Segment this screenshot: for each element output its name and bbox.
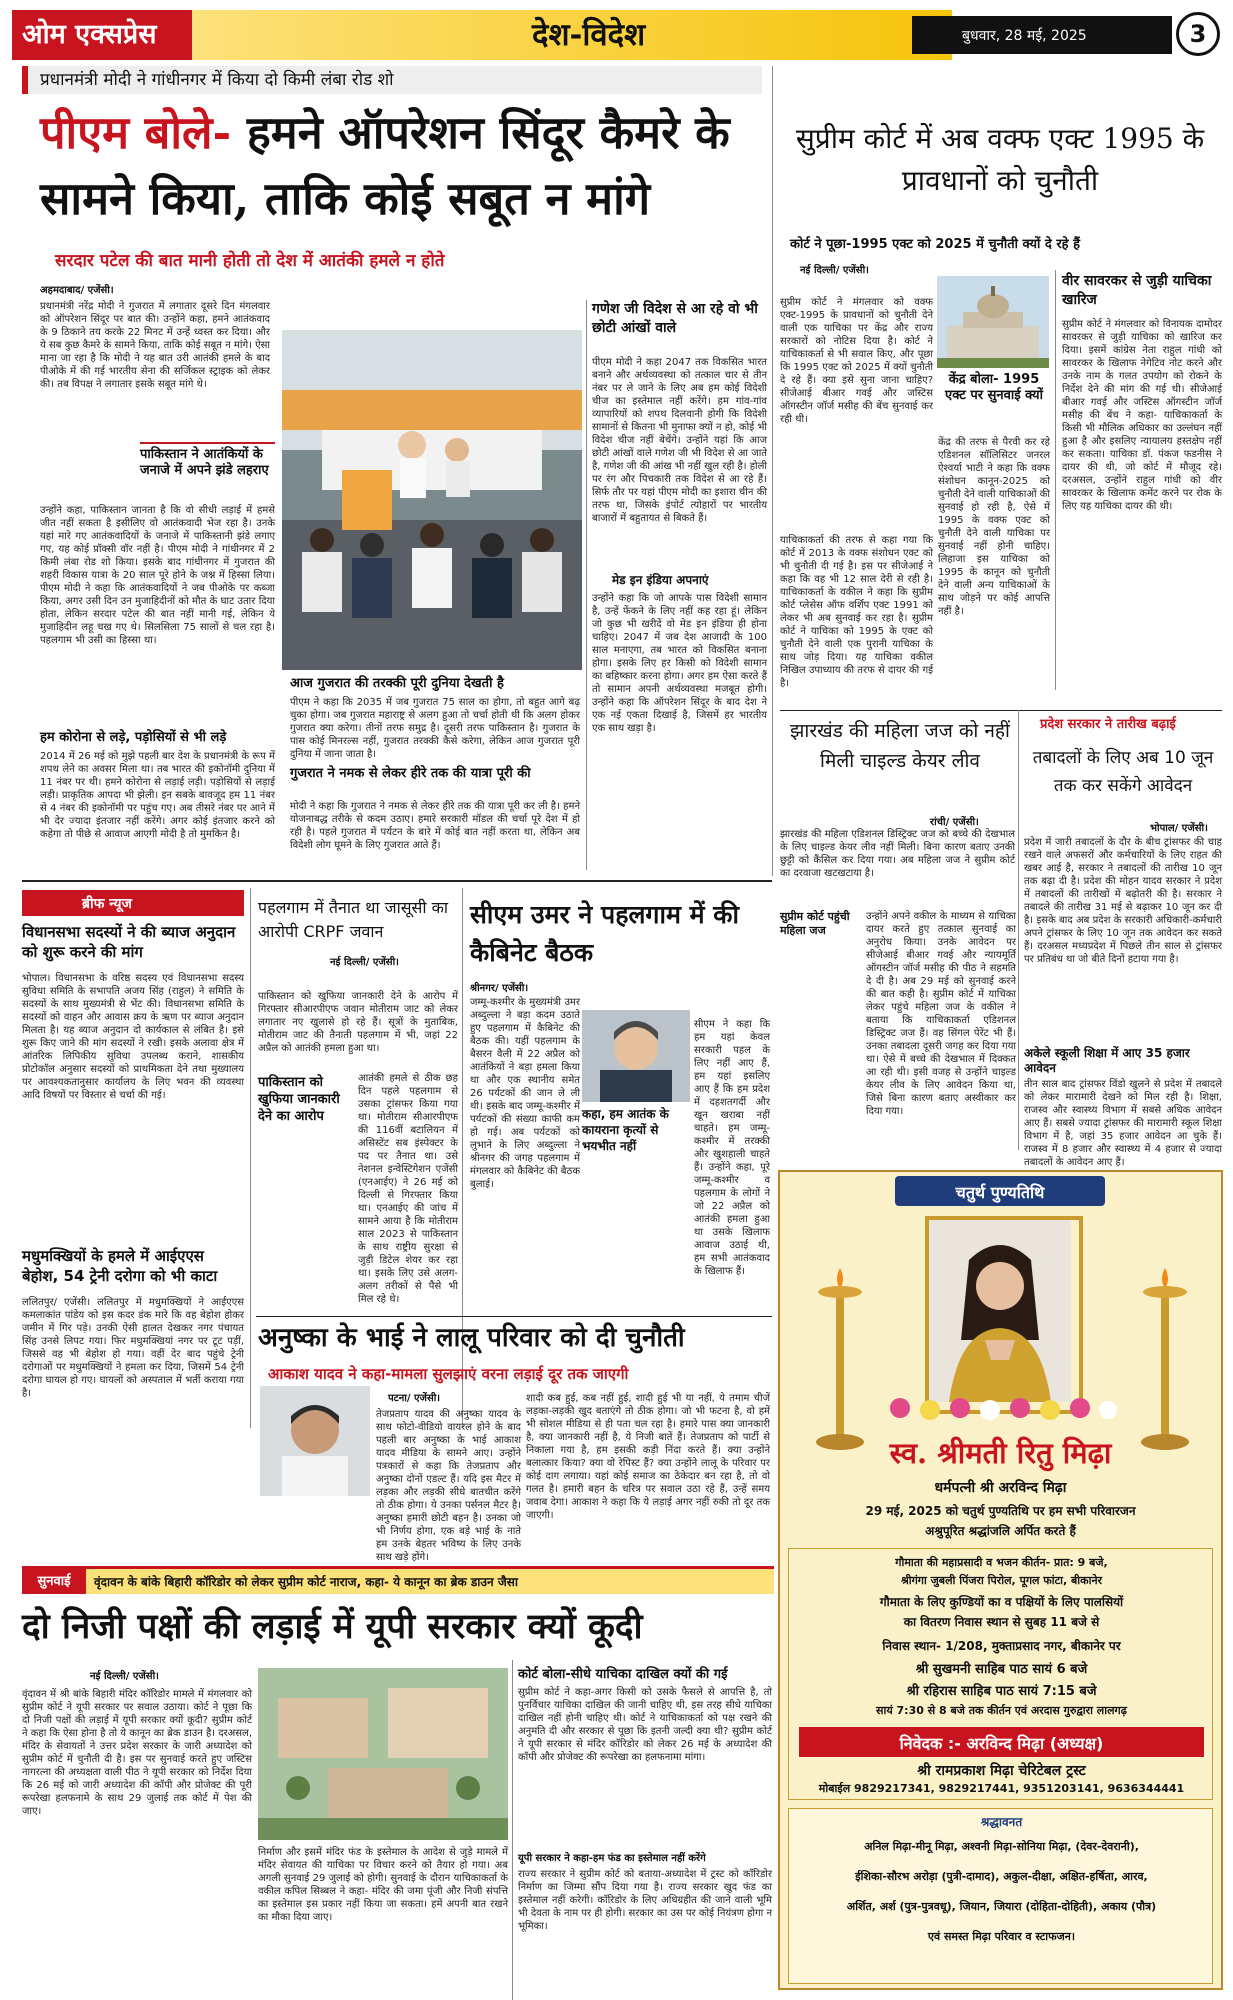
omar-photo bbox=[582, 1010, 690, 1102]
tribute-ad bbox=[778, 1170, 1223, 1990]
rule bbox=[256, 1316, 772, 1317]
corridor-render-photo bbox=[258, 1668, 508, 1840]
transfer-kicker: प्रदेश सरकार ने तारीख बढ़ाई bbox=[1040, 717, 1176, 732]
tribute-events-box bbox=[788, 1548, 1213, 1800]
vrindavan-body-1: वृंदावन में श्री बांके बिहारी मंदिर कॉरिडोर मामले में मंगलवार को सुप्रीम कोर्ट ने यूपी सरकार पर सवाल उठाया। कोर्ट ने पूछा कि दो निजी पक्षों की लड़ाई में यूपी सरकार क्यों कूदी? सुप्रीम कोर्ट ने कहा कि ऐसा होना है तो ये कानून का ब्रेक डाउन है। दरअसल, मंदिर के सेवायतों ने उत्तर प्रदेश सरकार के जारी अध्यादेश को सुप्रीम कोर्ट में चुनौती दी है। इस पर सुनवाई करते हुए जस्टिस नागरत्ना की अध्यक्षता वाली पीठ ने यूपी सरकार को निर्देश दिया कि 26 मई को जारी अध्यादेश की कॉपी और प्रोजेक्ट की पूरी रूपरेखा हलफनामे के साथ 29 जुलाई तक कोर्ट में पेश की जाए। bbox=[22, 1689, 252, 1817]
tribute-event-2: गौमाता के लिए कुण्डियों का व पक्षियों के लिए पालसियों bbox=[879, 1595, 1124, 1609]
roadshow-photo-art bbox=[282, 330, 582, 670]
transfer-subhead: अकेले स्कूली शिक्षा में आए 35 हजार आवेदन bbox=[1024, 1046, 1190, 1075]
supreme-court-photo bbox=[937, 276, 1049, 368]
divider bbox=[250, 888, 251, 1428]
lead-dateline: अहमदाबाद/ एजेंसी। bbox=[40, 285, 114, 296]
vrindavan-side-head: कोर्ट बोला-सीधे याचिका दाखिल क्यों की गई bbox=[518, 1667, 728, 1682]
tribute-line-2: अश्रुपूरित श्रद्धांजलि अर्पित करते हैं bbox=[925, 1524, 1076, 1538]
lead-kicker: प्रधानमंत्री मोदी ने गांधीनगर में किया दो किमी लंबा रोड शो bbox=[40, 70, 394, 90]
ganesh-body-2: उन्होंने कहा कि जो आपके पास विदेशी सामान है, उन्हें फेंकने के लिए नहीं कह रहा हूं। लेकिन जो कुछ भी खरीदें वो मेड इन इंडिया ही होना चाहिए। 2047 में जब देश आजादी के 100 साल मनाएगा, तब भारत को विकसित बनाना होगा। इसके लिए हर किसी को विदेशी सामान का बहिष्कार करना होगा। अगर हम ऐसा करते हैं तो सामान अपनी अर्थव्यवस्था मजबूत होगी। उन्होंने कहा कि ऑपरेशन सिंदूर के बाद देश ने एक नई एकता दिखाई है, जिसमें हर भारतीय एक साथ खड़ा है। bbox=[592, 593, 767, 734]
transfer-body-2: तीन साल बाद ट्रांसफर विंडो खुलने से प्रदेश में तबादले को लेकर मारामारी देखने को मिल रही है। शिक्षा, राजस्व और स्वास्थ्य विभाग में सबसे अधिक आवेदन आए हैं। सबसे ज्यादा ट्रांसफर की मारामारी स्कूल शिक्षा विभाग में है, जहां 35 हजार आवेदन आ चुके हैं। राजस्व में 8 हजार और स्वास्थ्य में 4 हजार से ज्यादा तबादलों के आवेदन आए हैं। bbox=[1024, 1079, 1222, 1168]
tribute-portrait bbox=[925, 1216, 1083, 1414]
transfer-dateline: भोपाल/ एजेंसी। bbox=[1150, 823, 1208, 834]
savarkar-headline: वीर सावरकर से जुड़ी याचिका खारिज bbox=[1062, 273, 1212, 308]
anushka-headline: अनुष्का के भाई ने लालू परिवार को दी चुनौती bbox=[258, 1323, 685, 1353]
pahalgam-headline: पहलगाम में तैनात था जासूसी का आरोपी CRPF जवान bbox=[258, 898, 449, 941]
ganesh-subhead: मेड इन इंडिया अपनाएं bbox=[612, 573, 709, 587]
omar-headline: सीएम उमर ने पहलगाम में की कैबिनेट बैठक bbox=[470, 900, 739, 967]
jharkhand-body-2b bbox=[780, 954, 1015, 1150]
divider bbox=[1018, 710, 1019, 1150]
sc-headline: सुप्रीम कोर्ट में अब वक्फ एक्ट 1995 के प्रावधानों को चुनौती bbox=[795, 122, 1205, 197]
tribute-family-3: अर्शित, अर्श (पुत्र-पुत्रवधू), जियान, जियारा (दोहिता-दोहिती), अकाय (पौत्र) bbox=[846, 1900, 1157, 1913]
omar-body-1: जम्मू-कश्मीर के मुख्यमंत्री उमर अब्दुल्ला ने बड़ा कदम उठाते हुए पहलगाम में कैबिनेट की बैठक की। यहीं पहलगाम के बैसरन वैली में 22 अप्रैल को आतंकियों ने बड़ा हमला किया था और एक स्थानीय समेत 26 पर्यटकों की जान ले ली थी। इसके बाद जम्मू-कश्मीर में पर्यटकों की संख्या काफी कम हो गई। अब पर्यटकों को लुभाने के लिए अब्दुल्ला ने श्रीनगर की जगह पहलगाम में मंगलवार को कैबिनेट की बैठक बुलाई। bbox=[470, 997, 580, 1190]
sc-dateline: नई दिल्ली/ एजेंसी। bbox=[800, 265, 869, 276]
sc-side-head: केंद्र बोला- 1995 एक्ट पर सुनवाई क्यों bbox=[945, 372, 1043, 403]
pahalgam-body-2: आतंकी हमले से ठीक छह दिन पहले पहलगाम से उसका ट्रांसफर किया गया था। मोतीराम सीआरपीएफ की 116वीं बटालियन में असिस्टेंट सब इंस्पेक्टर के पद पर तैनात था। उसे नेशनल इन्वेस्टिगेशन एजेंसी (एनआईए) ने 26 मई को दिल्ली से गिरफ्तार किया था। एनआईए की जांच में सामने आया है कि मोतीराम साल 2023 से पाकिस्तान के साथ राष्ट्रीय सुरक्षा से जुड़ी डिटेल शेयर कर रहा था। इसके लिए उसे अलग-अलग तरीकों से पैसे भी मिल रहे थे। bbox=[358, 1073, 458, 1305]
jharkhand-body-2: उन्होंने अपने वकील के माध्यम से याचिका दायर करते हुए तत्काल सुनवाई का अनुरोध किया। उनके आवेदन पर सीजेआई बीआर गवई और न्यायमूर्ति ऑगस्टीन जॉर्ज मसीह की पीठ ने सहमति दे दी है। अब 29 मई को सुनवाई करने की बात कही है। सुप्रीम कोर्ट में याचिका लेकर पहुंचे महिला जज के वकील ने बताया कि याचिकाकर्ता एडिशनल डिस्ट्रिक्ट जज हैं। वह सिंगल पेरेंट भी हैं। उनका तबादला दूसरी जगह कर दिया गया था। ऐसे में बच्चे की देखभाल में दिक्कत आ रही थी। इसी वजह से उन्होंने चाइल्ड केयर लीव के लिए आवेदन किया था, जिसे बिना कारण बताए अस्वीकार कर दिया गया। bbox=[866, 911, 1016, 1117]
brief-tag: ब्रीफ न्यूज bbox=[82, 896, 132, 912]
jharkhand-headline: झारखंड की महिला जज को नहीं मिली चाइल्ड केयर लीव bbox=[790, 720, 1010, 772]
vrindavan-side-body-1: सुप्रीम कोर्ट ने कहा-अगर किसी को उसके फैसले से आपत्ति है, तो पुनर्विचार याचिका दाखिल की जानी चाहिए थी, इस तरह सीधे याचिका दाखिल नहीं होनी चाहिए थी। कोर्ट ने याचिकाकर्ता को पक्ष रखने की अनुमति दी और सरकार से पूछा कि इतनी जल्दी क्या थी? सुप्रीम कोर्ट ने यूपी सरकार से मंदिर कॉरिडोर को लेकर 26 मई के अध्यादेश की कॉपी और प्रोजेक्ट की रूपरेखा का हलफनामा मांगा। bbox=[518, 1687, 772, 1763]
rule bbox=[22, 880, 772, 882]
jharkhand-body-1: झारखंड की महिला एडिशनल डिस्ट्रिक्ट जज को बच्चे की देखभाल के लिए चाइल्ड केयर लीव नहीं मिली। बिना कारण बताए उनकी छुट्टी को कैंसिल कर दिया गया। अब महिला जज ने सुप्रीम कोर्ट का दरवाजा खटखटाया है। bbox=[780, 829, 1015, 879]
brief-headline-2: मधुमक्खियों के हमले में आईएएस बेहोश, 54 ट्रेनी दरोगा को भी काटा bbox=[22, 1247, 218, 1285]
lamp-icon bbox=[810, 1258, 870, 1458]
section-name: देश-विदेश bbox=[532, 17, 646, 53]
lead-pullquote: पाकिस्तान ने आतंकियों के जनाजे में अपने झंडे लहराए bbox=[140, 442, 275, 500]
lead-subhead-2: हम कोरोना से लड़े, पड़ोसियों से भी लड़े bbox=[40, 730, 227, 745]
akash-photo bbox=[260, 1386, 370, 1496]
vrindavan-kicker-bar bbox=[22, 1566, 774, 1594]
page-number: 3 bbox=[1176, 12, 1220, 56]
tribute-trust: श्री रामप्रकाश मिढ़ा चेरिटेबल ट्रस्ट bbox=[917, 1763, 1086, 1779]
vrindavan-kicker: वृंदावन के बांके बिहारी कॉरिडोर को लेकर सुप्रीम कोर्ट नाराज, कहा- ये कानून का ब्रेक डाउन जैसा bbox=[94, 1575, 518, 1589]
supreme-court-art bbox=[937, 276, 1049, 368]
paper-name: ओम एक्सप्रेस bbox=[22, 19, 157, 50]
savarkar-body: सुप्रीम कोर्ट ने मंगलवार को विनायक दामोदर सावरकर से जुड़ी याचिका को खारिज कर दिया। इसमें कांग्रेस नेता राहुल गांधी को सावरकर के खिलाफ नेगेटिव नोट करने और उनके नाम के गलत उपयोग को रोकने के निर्देश देने की मांग की गई थी। सीजेआई बीआर गवई और जस्टिस ऑगस्टीन जॉर्ज मसीह की बेंच ने कहा- याचिकाकर्ता के किसी भी मौलिक अधिकार का उल्लंघन नहीं हुआ है और इसलिए न्यायालय हस्तक्षेप नहीं कर सकता। याचिका डॉ. पंकज फडनीस ने दायर की थी, जो कोर्ट में मौजूद रहे। दरअसल, उन्होंने राहुल गांधी को वीर सावरकर के खिलाफ कमेंट करने पर रोक के लिए यह याचिका दायर की थी। bbox=[1062, 319, 1222, 512]
jharkhand-dateline: रांची/ एजेंसी। bbox=[930, 817, 979, 828]
ganesh-headline: गणेश जी विदेश से आ रहे वो भी छोटी आंखों वाले bbox=[592, 301, 758, 336]
lead-caption-head: आज गुजरात की तरक्की पूरी दुनिया देखती है bbox=[290, 676, 504, 691]
vrindavan-dateline: नई दिल्ली/ एजेंसी। bbox=[90, 1671, 159, 1682]
masthead-bar bbox=[12, 10, 1222, 60]
tribute-family-4: एवं समस्त मिढ़ा परिवार व स्टाफजन। bbox=[927, 1930, 1076, 1943]
brief-body-2: ललितपुर/ एजेंसी। ललितपुर में मधुमक्खियों ने आईएएस कमलाकांत पांडेय को इस कदर डंक मारे कि वह बेहोश होकर जमीन में गिर पड़े। उनकी ऐसी हालत देखकर नगर पंचायत सिंह उनसे लिपट गया। फिर मधुमक्खियां नगर पर टूट पड़ीं, जिससे वह भी बेहोश हो गया। वहीं देर बाद पहुंचे ट्रेनी दरोगाओं पर मधुमक्खियों ने हमला कर दिया, जिसमें 54 ट्रेनी दरोगा घायल हो गए। घायलों को अस्पताल में भर्ती कराया गया है। bbox=[22, 1297, 244, 1399]
tribute-family-2: ईशिका-सौरभ अरोड़ा (पुत्री-दामाद), अकुल-दीक्षा, अक्षित-हर्षिता, आरव, bbox=[855, 1870, 1148, 1883]
sc-subhead: कोर्ट ने पूछा-1995 एक्ट को 2025 में चुनौती क्यों दे रहे हैं bbox=[790, 237, 1080, 252]
lead-subhead: सरदार पटेल की बात मानी होती तो देश में आतंकी हमले न होते bbox=[55, 251, 445, 271]
tribute-line-1: 29 मई, 2025 को चतुर्थ पुण्यतिथि पर हम सभी परिवारजन bbox=[865, 1504, 1136, 1518]
divider bbox=[1055, 270, 1056, 690]
anushka-body-2: शादी कब हुई, कब नहीं हुई, शादी हुई भी या नहीं, ये तमाम चीजें लड़का-लड़की खुद बताएंगे तो ठीक होगा। जो भी फटना है, वो हमें भी सोशल मीडिया से ही पता चल रहा है। हमारे पास क्या जानकारी है, क्या जानकारी नहीं है, ये निजी बातें हैं। तेजप्रताप को पार्टी से निकाला गया है, हम इसकी कड़ी निंदा करते हैं। क्या उन्होंने बलात्कार किया? क्या वो रेपिस्ट हैं? क्या उन्होंने लालू के परिवार पर कोई दाग लगाया। यहां कोई समाज का ठेकेदार बन रहा है, तो वो गलत है। हमारी बहन के चरित्र पर सवाल उठा रहे हैं, उन्हें समय जवाब देगा। आकाश ने कहा कि ये लड़ाई अगर नहीं रुकी तो दूर तक जाएगी। bbox=[526, 1393, 770, 1521]
tribute-kicker-box bbox=[895, 1176, 1105, 1206]
tribute-name: स्व. श्रीमती रितु मिढ़ा bbox=[889, 1436, 1112, 1470]
tribute-nivedak-box bbox=[799, 1727, 1204, 1757]
lead-headline bbox=[40, 100, 760, 242]
pahalgam-dateline: नई दिल्ली/ एजेंसी। bbox=[330, 957, 399, 968]
tribute-path-1: श्री सुखमनी साहिब पाठ सायं 6 बजे bbox=[915, 1662, 1088, 1677]
sc-body-1: सुप्रीम कोर्ट ने मंगलवार को वक्फ एक्ट-1995 के प्रावधानों को चुनौती देने वाली एक याचिका पर केंद्र और राज्य सरकारों को नोटिस दिया है। कोर्ट ने याचिकाकर्ता से भी सवाल किए, और पूछा कि 1995 एक्ट को 2025 में क्यों चुनौती दे रहे हैं। क्या इसे सुना जाना चाहिए? सीजेआई बीआर गवई और जस्टिस ऑगस्टीन जॉर्ज मसीह की बेंच सुनवाई कर रही थी। bbox=[780, 297, 933, 425]
transfer-body: प्रदेश में जारी तबादलों के दौर के बीच ट्रांसफर की चाह रखने वाले अफसरों और कर्मचारियों के लिए राहत की खबर आई है, सरकार ने तबादलों की तारीख 10 जून तक बढ़ा दी है। प्रदेश की मोहन यादव सरकार ने प्रदेश में तबादलों की तारीखों में बढ़ोतरी की है। सरकार ने तबादले की तारीख 31 मई से बढ़ाकर 10 जून कर दी है। इसके बाद अब प्रदेश के सरकारी अधिकारी-कर्मचारी अपने ट्रांसफर के लिए 10 जून तक आवेदन कर सकते हैं। दरअसल मध्यप्रदेश में पिछले तीन साल से ट्रांसफर पर प्रतिबंध था जो बीते दिनों हटाया गया है। bbox=[1024, 837, 1222, 965]
divider bbox=[512, 1660, 513, 2000]
vrindavan-side-body-2: राज्य सरकार ने सुप्रीम कोर्ट को बताया-अध्यादेश में ट्रस्ट को कॉरिडोर निर्माण का जिम्मा सौंप दिया गया है। राज्य सरकार खुद फंड का इस्तेमाल नहीं करेगी। कॉरिडोर के लिए अधिग्रहीत की जाने वाली भूमि भी देवता के नाम पर ही होगी। सरकार का उस पर कोई नियंत्रण होगा न भूमिका। bbox=[518, 1869, 772, 1932]
omar-dateline: श्रीनगर/ एजेंसी। bbox=[470, 983, 529, 994]
tribute-wife-of: धर्मपत्नी श्री अरविन्द मिढ़ा bbox=[934, 1480, 1067, 1496]
sc-body-2: याचिकाकर्ता की तरफ से कहा गया कि कोर्ट में 2013 के वक्फ संशोधन एक्ट को भी चुनौती दी गई है। इस पर सीजेआई ने कहा कि वह भी 12 साल देरी से रही है। याचिकाकर्ता के वकील ने कहा कि सुप्रीम कोर्ट प्लेसेस ऑफ वर्शिप एक्ट 1991 को लेकर भी अब सुनवाई कर रहा है। सुप्रीम कोर्ट ने याचिका को 1995 के एक्ट को चुनौती देने वाली एक पुरानी याचिका के साथ जोड़ दिया। यह याचिका वकील निखिल उपाध्याय की तरफ से दायर की गई है। bbox=[780, 535, 933, 689]
tribute-portrait-art bbox=[929, 1220, 1071, 1402]
transfer-headline: तबादलों के लिए अब 10 जून तक कर सकेंगे आवेदन bbox=[1032, 748, 1214, 796]
jharkhand-pullquote: सुप्रीम कोर्ट पहुंची महिला जज bbox=[780, 910, 850, 937]
flower-garland-icon bbox=[880, 1388, 1125, 1428]
vrindavan-caption: निर्माण और इसमें मंदिर फंड के इस्तेमाल के आदेश से जुड़े मामले में मंदिर सेवायत की याचिका पर विचार करने को तैयार हो गया। अब अगली सुनवाई 29 जुलाई को होगी। सुनवाई के दौरान याचिकाकर्ता के वकील कपिल सिब्बल ने कहा- मंदिर की जमा पूंजी और निजी संपत्ति का इस्तेमाल इस प्रकार नहीं किया जा सकता। हमें अपनी बात रखने का मौका दिया जाए। bbox=[258, 1847, 508, 1923]
paper-name-box bbox=[12, 10, 192, 60]
tribute-path-3: सायं 7:30 से 8 बजे तक कीर्तन एवं अरदास गुरुद्वारा लालगढ़ bbox=[876, 1704, 1127, 1717]
lamp-icon bbox=[1135, 1258, 1195, 1458]
pahalgam-body-1: पाकिस्तान को खुफिया जानकारी देने के आरोप में गिरफ्तार सीआरपीएफ जवान मोतीराम जाट को लेकर लगातार नए खुलासे हो रहे हैं। सूत्रों के मुताबिक, मोतीराम जाट की तैनाती पहलगाम में भी, जहां 22 अप्रैल को आतंकी हमला हुआ था। bbox=[258, 991, 458, 1054]
lead-body-2: उन्होंने कहा, पाकिस्तान जानता है कि वो सीधी लड़ाई में हमसे जीत नहीं सकता है इसीलिए वो आतंकवादी भेज रहा है। उनके यहां मारे गए आतंकवादियों के जनाजे में पाकिस्तानी झंडे लगाए गए, यह कोई प्रॉक्सी वॉर नहीं है। पीएम मोदी ने गांधीनगर में 2 किमी लंबा रोड शो किया। इसके बाद गांधीनगर में गुजरात की शहरी विकास यात्रा के 20 साल पूरे होने के जश्न में हिस्सा लिया। पीएम मोदी ने कहा कि आतंकवादियों ने जब पीओके पर कब्जा किया, अगर उसी दिन उन मुजाहिदीनों को मौत के घाट उतार दिया होता, लेकिन सरदार पटेल की बात नहीं मानी गई, लेकिन ये मुजाहिदीन लहू चख गए थे। सिलसिला 75 सालों से चल रहा है। पहलगाम भी उसी का हिस्सा था। bbox=[40, 505, 275, 646]
tribute-mobile: मोबाईल 9829217341, 9829217441, 9351203141, 9636344441 bbox=[818, 1782, 1185, 1795]
omar-pullquote: कहा, हम आतंक के कायराना कृत्यों से भयभीत नहीं bbox=[582, 1107, 669, 1153]
tribute-family-box bbox=[788, 1808, 1213, 1984]
lead-headline-rest: हमने ऑपरेशन सिंदूर कैमरे के सामने किया, ताकि कोई सबूत न मांगे bbox=[40, 106, 730, 225]
pahalgam-pullquote: पाकिस्तान को खुफिया जानकारी देने का आरोप bbox=[258, 1075, 340, 1124]
sc-side-body: केंद्र की तरफ से पैरवी कर रहे एडिशनल सॉलिसिटर जनरल ऐश्वर्या भाटी ने कहा कि वक्फ संशोधन कानून-2025 को चुनौती देने वाली याचिकाओं की सुनवाई हो रही है, ऐसे में 1995 के वक्फ एक्ट को चुनौती देने वाली याचिका पर सुनवाई नहीं होनी चाहिए। लिहाजा इस याचिका को 1995 के कानून को चुनौती देने वाली अन्य याचिकाओं के साथ जोड़ने पर कोई आपत्ति नहीं है। bbox=[938, 437, 1050, 617]
tribute-event-1: गौमाता की महाप्रसादी व भजन कीर्तन- प्रात: 9 बजे, bbox=[895, 1556, 1108, 1569]
tribute-event-1b: श्रीगंगा जुबली पिंजरा पिरोल, पूगल फांटा, बीकानेर bbox=[900, 1574, 1103, 1587]
tribute-family-1: अनिल मिढ़ा-मीनू मिढ़ा, अश्वनी मिढ़ा-सोनिया मिढ़ा, (देवर-देवरानी), bbox=[864, 1840, 1139, 1853]
tribute-nivedak: निवेदक :- अरविन्द मिढ़ा (अध्यक्ष) bbox=[899, 1734, 1104, 1753]
lead-subhead-3: गुजरात ने नमक से लेकर हीरे तक की यात्रा पूरी की bbox=[290, 766, 531, 781]
akash-photo-art bbox=[260, 1386, 370, 1496]
tribute-shraddhavanat: श्रद्धावनत bbox=[980, 1815, 1023, 1829]
rule bbox=[780, 710, 1222, 711]
brief-headline-1: विधानसभा सदस्यों ने की ब्याज अनुदान को शुरू करने की मांग bbox=[22, 923, 236, 961]
lead-kicker-bar bbox=[22, 66, 762, 94]
omar-photo-art bbox=[582, 1010, 690, 1102]
tribute-event-2b: का वितरण निवास स्थान से सुबह 11 बजे से bbox=[903, 1615, 1100, 1629]
omar-body-2: सीएम ने कहा कि हम यहां केवल सरकारी पहल के लिए नहीं आए हैं, हम यहां इसलिए आए हैं कि हम प्रदेश में दहशतगर्दी और खून खराबा नहीं चाहते। हम जम्मू-कश्मीर में तरक्की और खुशहाली चाहते हैं। उन्होंने कहा, पूरे जम्मू-कश्मीर व पहलगाम के लोगों ने जो 22 अप्रैल को आतंकी हमला हुआ था उसके खिलाफ आवाज उठाई थी, हम सभी आतंकवाद के खिलाफ हैं। bbox=[694, 1019, 770, 1277]
roadshow-photo bbox=[282, 330, 582, 670]
tribute-path-2: श्री रहिरास साहिब पाठ सायं 7:15 बजे bbox=[906, 1684, 1097, 1699]
vrindavan-side-sub: यूपी सरकार ने कहा-हम फंड का इस्तेमाल नहीं करेंगे bbox=[518, 1853, 706, 1864]
lead-body-4: मोदी ने कहा कि गुजरात ने नमक से लेकर हीरे तक की यात्रा पूरी कर ली है। हमने योजनाबद्ध तरीके से कदम उठाए। हमारे सरकारी मॉडल की चर्चा पूरे देश में हो रही है। पहले गुजरात में पर्यटन के बारे में कोई बात नहीं करता था, लेकिन अब विदेशी लोग घूमने के लिए गुजरात आते हैं। bbox=[290, 801, 580, 851]
divider bbox=[772, 66, 773, 876]
anushka-body-1: तेजप्रताप यादव की अनुष्का यादव के साथ फोटो-वीडियो वायरल होने के बाद पहली बार अनुष्का के भाई आकाश यादव मीडिया के सामने आए। उन्होंने पत्रकारों से कहा कि तेजप्रताप और अनुष्का दोनों एडल्ट हैं। यदि इस मैटर में लड़का और लड़की सीधे बातचीत करेंगे तो ठीक होगा। ये उनका पर्सनल मैटर है। अनुष्का हमारी छोटी बहन है। उनका जो भी निर्णय होगा, एक बड़े भाई के नाते हम उनके बेहतर भविष्य के लिए उनके साथ खड़े होंगे। bbox=[376, 1409, 521, 1563]
lead-body-3: 2014 में 26 मई को मुझे पहली बार देश के प्रधानमंत्री के रूप में शपथ लेने का अवसर मिला था। तब भारत की इकोनॉमी दुनिया में 11 नंबर पर थी। हमने कोरोना से लड़ाई लड़ी। पड़ोसियों से लड़ाई लड़ी। प्राकृतिक आपदा भी झेली। इन सबके बावजूद हम 11 नंबर से 4 नंबर की इकोनॉमी पर पहुंच गए। अब तीसरे नंबर पर आने में भी देर ज्यादा इंतजार नहीं करेंगे। अगर कोई इंतजार करने को कहेगा तो पीछे से आवाज आएगी मोदी है तो मुमकिन है। bbox=[40, 751, 275, 840]
vrindavan-headline: दो निजी पक्षों की लड़ाई में यूपी सरकार क्यों कूदी bbox=[22, 1606, 643, 1647]
divider bbox=[586, 300, 587, 870]
issue-date: बुधवार, 28 मई, 2025 bbox=[962, 28, 1087, 44]
anushka-subhead: आकाश यादव ने कहा-मामला सुलझाएं वरना लड़ाई दूर तक जाएगी bbox=[268, 1365, 629, 1383]
ganesh-body-1: पीएम मोदी ने कहा 2047 तक विकसित भारत बनाने और अर्थव्यवस्था को तत्काल चार से तीन नंबर पर ले जाने के लिए अब हम कोई विदेशी चीज का इस्तेमाल नहीं करेंगे। हम गांव-गांव व्यापारियों को शपथ दिलवानी होगी कि विदेशी सामानों से कितना भी मुनाफा क्यों न हो, कोई भी विदेश चीज नहीं बेचेंगे। उन्होंने यहां कि आज छोटी आंखों वाले गणेश जी भी विदेश से आ जाते है, गणेश जी की आंख भी नहीं खुल रही है। होली पर रंग और पिचकारी तक विदेश से आ रहे हैं। सिर्फ तौर पर यहां पीएम मोदी का इशारा चीन की तरफ था, जिसके इंपोर्ट त्योहारों पर भारतीय बाजारों में बहुतायत से बिकते हैं। bbox=[592, 357, 768, 524]
lead-body-1: प्रधानमंत्री नरेंद्र मोदी ने गुजरात में लगातार दूसरे दिन मंगलवार को ऑपरेशन सिंदूर पर बात की। उन्होंने कहा, हमने आतंकवाद के 9 ठिकाने तय करके 22 मिनट में उन्हें ध्वस्त कर दिया। और ये सब कुछ कैमरे के सामने किया, ताकि कोई सबूत न मांगे। ऐसा माना जा रहा है कि मोदी ने यह बात उरी आतंकी हमले के बाद पीओके में की गई भारतीय सेना की सर्जिकल स्ट्राइक को लेकर की। तब विपक्ष ने लगातार इसके सबूत मांगे थे। bbox=[40, 301, 270, 390]
brief-body-1: भोपाल। विधानसभा के वरिष्ठ सदस्य एवं विधानसभा सदस्य सुविधा समिति के सभापति अजय सिंह (राहुल) ने समिति के सदस्यों के साथ मुख्यमंत्री से भेंट की। विधानसभा समिति के सदस्यों को वाहन और आवास क्रय के ऋण पर ब्याज अनुदान मिलता है। यह ब्याज अनुदान दो कार्यकाल से लंबित है। इसे शुरू किए जाने की मांग सदस्यों ने रखी। इसके अलावा क्षेत्र में आंतरिक लिपिकीय सुविधा उपलब्ध कराने, शासकीय प्रोटोकॉल अनुसार सदस्यों को प्राथमिकता देने तथा मुख्यालय पर आवश्यकतानुसार कार्यालय के लिए भवन की व्यवस्था आदि विषयों पर विस्तार से चर्चा की गई। bbox=[22, 973, 244, 1101]
lead-headline-red: पीएम बोले- bbox=[40, 106, 232, 159]
corridor-render-art bbox=[258, 1668, 508, 1840]
date-box bbox=[912, 16, 1172, 54]
brief-tag-box bbox=[22, 890, 244, 916]
anushka-dateline: पटना/ एजेंसी। bbox=[388, 1393, 441, 1404]
tribute-address: निवास स्थान- 1/208, मुक्ताप्रसाद नगर, बीकानेर पर bbox=[882, 1639, 1121, 1653]
lead-caption-body: पीएम ने कहा कि 2035 में जब गुजरात 75 साल का होगा, तो बहुत आगे बढ़ चुका होगा। जब गुजरात महाराष्ट्र से अलग हुआ तो चर्चा होती थी कि अलग होकर गुजरात क्या करेगा। तीनों तरफ समुद्र है। दूसरी तरफ पाकिस्तान है। गुजरात के पास कोई मिनरल्स नहीं, गुजरात तरक्की कैसे करेगा, लेकिन आज गुजरात पूरी दुनिया में जाना जाता है। bbox=[290, 697, 580, 760]
tribute-kicker: चतुर्थ पुण्यतिथि bbox=[955, 1183, 1045, 1202]
vrindavan-tag: सुनवाई bbox=[22, 1569, 86, 1594]
